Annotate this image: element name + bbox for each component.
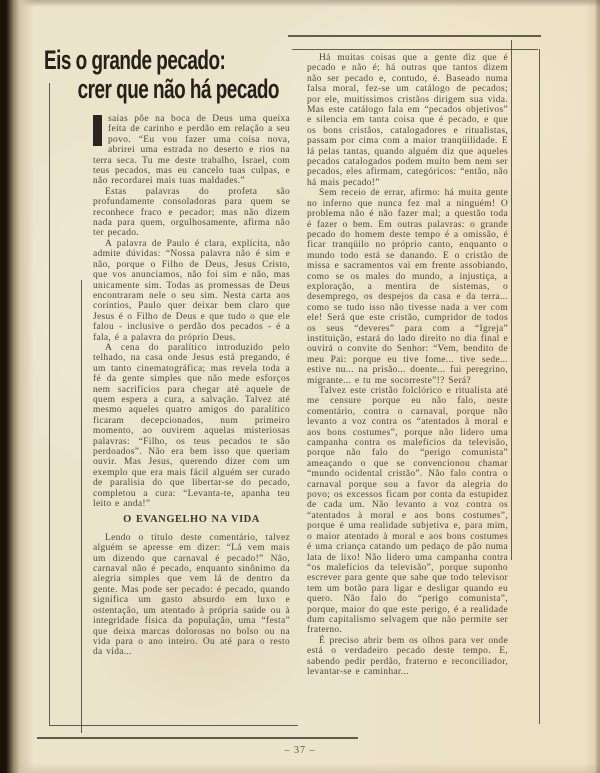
right-column-box-top-rule [292, 49, 538, 50]
right-column-inner-rule [511, 40, 512, 560]
article-title [44, 46, 279, 104]
right-column [307, 53, 508, 733]
section-heading: O EVANGELHO NA VIDA [123, 514, 260, 526]
paragraph [93, 114, 290, 187]
paragraph: A palavra de Paulo é clara, explícita, não admite dúvidas: “Nossa palavra não é sim e não, porque o Filho de Deus, Jesus Cristo, que vos anunciamos, não foi sim e não, mas unicamente sim. Todas as promessas de Deus encontraram nele o seu sim. Nesta carta aos coríntios, Paulo quer deixar bem claro que Jesus é o Filho de Deus e que tudo o que ele falou - inclusive o perdão dos pecados - é a fala, é a palavra do próprio Deus. [93, 238, 290, 343]
paragraph-text: saías põe na boca de Deus uma queixa feita de carinho e perdão em relação a seu povo. “Eu vou fazer uma coisa nova, abrirei uma estrada no deserto e rios na terra seca. Tu me deste trabalho, Israel, com teus pecados, mas eu cancelo tuas culpas, e não recordarei mais tuas maldades.” [93, 114, 290, 187]
paragraph: É preciso abrir bem os olhos para ver onde está o verdadeiro pecado deste tempo. E, sabendo pedir perdão, fraterno e reconciliador, levantar-se e caminhar... [307, 635, 508, 677]
paragraph: Sem receio de errar, afirmo: há muita gente no inferno que nunca fez mal a ninguém! O problema não é não fazer mal; a questão toda é fazer o bem. Em outras palavras: o grande pecado do homem deste tempo é a omissão, é ficar tranqüilo no próprio canto, enquanto o mundo todo está se danando. E o cristão de missa e sacramentos vai em frente assobiando, como se os males do mundo, a injustiça, a exploração, a mentira de sistemas, o desemprego, os despejos da casa e da terra... como se tudo isso não tivesse nada a ver com ele! Será que este cristão, cumpridor de todos os seus “deveres” para com a “Igreja” instituição, estará do lado direito no dia final e ouvirá o convite do Senhor: “Vem, bendito de meu Pai: porque eu tive fome... tive sede... estive nu... na prisão... doente... fui peregrino, migrante... e tu me socorreste”!? Será? [307, 188, 508, 386]
left-column-outer-rule [49, 83, 50, 725]
page-number: – 37 – [284, 745, 316, 756]
paragraph: Lendo o título deste comentário, talvez alguém se apresse em dizer: “Lá vem mais um dizendo que carnaval é pecado!” Não, carnaval não é pecado, enquanto sinônimo da alegria simples que vem lá de dentro da gente. Mas pode ser pecado: é pecado, quando significa um gasto absurdo em luxo e ostentação, um atentado à própria saúde ou à integridade física da população, uma “festa” que deixa marcas dolorosas no bolso ou na vida para o ano inteiro. Ou até para o resto da vida... [93, 532, 290, 658]
right-column-box-right-rule [539, 49, 540, 724]
drop-cap [93, 115, 102, 146]
paragraph: Estas palavras do profeta são profundamente consoladoras para quem se reconhece fraco e pecador; mas não dizem nada para quem, orgulhosamente, afirma não ter pecado. [93, 186, 290, 239]
paragraph: Talvez este cristão folclórico e ritualista até me censure porque eu não falo, neste comentário, contra o carnaval, porque não levanto a voz contra os “atentados à moral e aos bons costumes”, porque não lidero uma campanha contra os malefícios da televisão, porque não falo do “perigo comunista” ameaçando o que se convencionou chamar “mundo ocidental cristão”. Não falo contra o carnaval porque sou a favor da alegria do povo; os excessos ficam por conta da estupidez de cada um. Não levanto a voz contra os “atentados à moral e aos bons costumes”, porque é uma realidade subjetiva e, para mim, o maior atentado à moral e aos bons costumes é uma criança catando um pedaço de pão numa lata de lixo! Não lidero uma campanha contra “os malefícios da televisão”, porque suponho escrever para gente que sabe que todo televisor tem um botão para ligar e desligar quando eu quero. Não falo do “perigo comunista”, porque, maior do que este perigo, é a realidade dum capitalismo selvagem que não permite ser fraterno. [307, 386, 508, 636]
footer-rule [37, 737, 358, 739]
left-column [93, 114, 290, 732]
article-title-line1: Eis o grande pecado: [44, 45, 226, 75]
paragraph: A cena do paralítico introduzido pelo telhado, na casa onde Jesus está pregando, é um tanto cinematográfica; mas revela toda a fé da gente simples que não mede esforços nem sacrifícios para chegar até aquele de quem espera a cura, a salvação. Talvez até mesmo aqueles quatro amigos do paralítico ficaram decepcionados, num primeiro momento, ao ouvirem aquelas misteriosas palavras: “Filho, os teus pecados te são perdoados”. Não era bem isso que queriam ouvir. Mas Jesus, querendo dizer com um exemplo que era mais fácil alguém ser curado de paralisia do que libertar-se do pecado, completou a cura: “Levanta-te, apanha teu leito e anda!” [93, 342, 290, 510]
left-column-inner-rule [81, 280, 82, 733]
paragraph: Há muitas coisas que a gente diz que é pecado e não é; há outras que tantos dizem não ser pecado e, contudo, é. Baseado numa falsa moral, fez-se um catálogo de pecados; por ele, muitíssimos cristãos dirigem sua vida. Mas este catálogo fala em “pecados objetivos” e silencia em tanta coisa que é pecado, e que os bons cristãos, catalogadores e ritualistas, passam por cima com a maior tranqüilidade. E lá pelas tantas, quando alguém diz que aqueles pecados catalogados podem muito bem nem ser pecados, eles afirmam, categóricos: “então, não há mais pecado!” [307, 53, 508, 188]
article-title-line2: crer que não há pecado [77, 74, 279, 104]
top-rule [288, 35, 541, 37]
